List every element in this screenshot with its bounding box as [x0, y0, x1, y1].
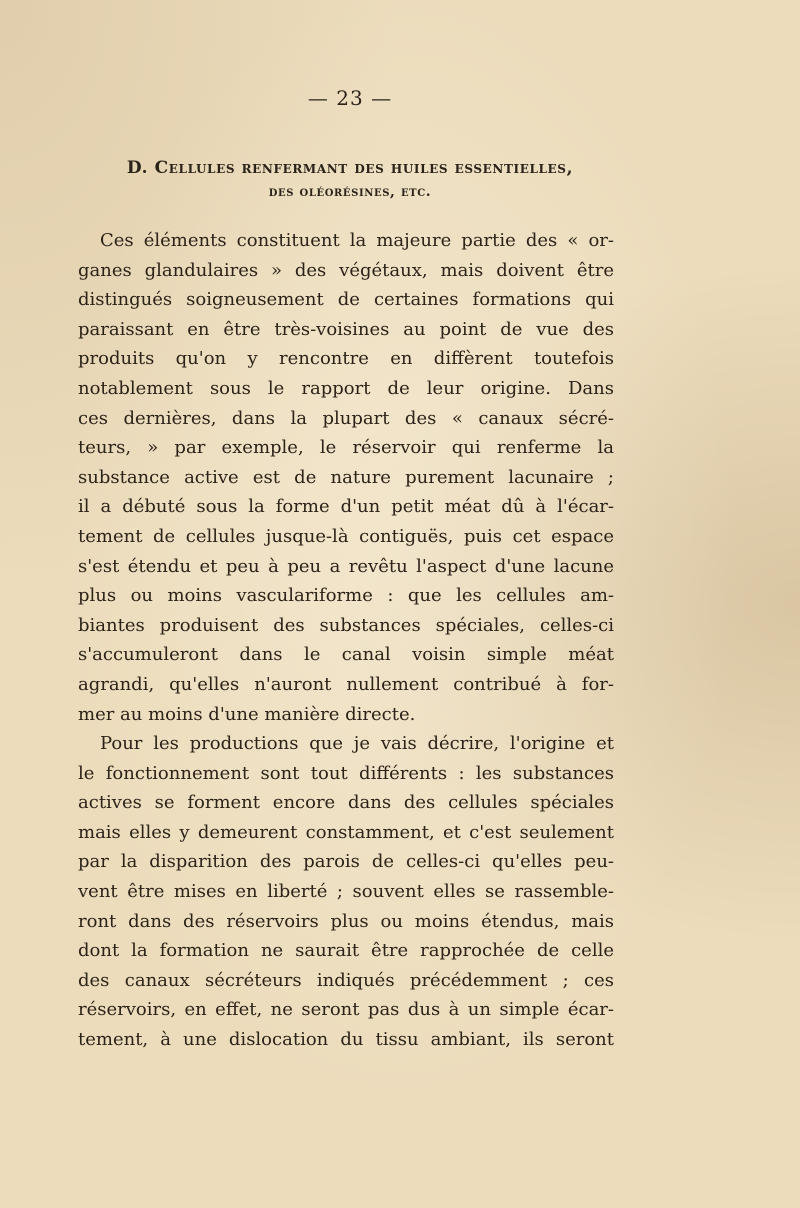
text-line: substance active est de nature purement lacunaire ;	[78, 466, 614, 488]
text-line: teurs, » par exemple, le réservoir qui renferme la	[78, 437, 614, 459]
text-line: dont la formation ne saurait être rapprochée de celle	[78, 940, 614, 962]
text-line: agrandi, qu'elles n'auront nullement contribué à for-	[78, 673, 614, 695]
text-line: paraissant en être très-voisines au point de vue des	[78, 318, 614, 340]
text-line: biantes produisent des substances spéciales, celles-ci	[78, 614, 614, 636]
text-line: tement de cellules jusque-là contiguës, puis cet espace	[78, 525, 614, 547]
text-line: vent être mises en liberté ; souvent elles se rassemble-	[78, 881, 614, 903]
text-line: tement, à une dislocation du tissu ambiant, ils seront	[78, 1029, 614, 1051]
text-line: par la disparition des parois de celles-ci qu'elles peu-	[78, 851, 614, 873]
text-line: plus ou moins vasculariforme : que les cellules am-	[78, 585, 614, 607]
text-line: notablement sous le rapport de leur origine. Dans	[78, 377, 614, 399]
text-line: des canaux sécréteurs indiqués précédemment ; ces	[78, 969, 614, 991]
text-line: ces dernières, dans la plupart des « canaux sécré-	[78, 407, 614, 429]
text-line: réservoirs, en effet, ne seront pas dus à un simple écar-	[78, 999, 614, 1021]
text-line: Pour les productions que je vais décrire, l'origine et	[100, 733, 614, 755]
text-line: mer au moins d'une manière directe.	[78, 703, 416, 725]
text-line: mais elles y demeurent constamment, et c'est seulement	[78, 821, 614, 843]
text-line: produits qu'on y rencontre en diffèrent toutefois	[78, 348, 614, 370]
text-line: il a débuté sous la forme d'un petit méat dû à l'écar-	[78, 496, 614, 518]
page-number: — 23 —	[307, 86, 393, 110]
text-line: s'accumuleront dans le canal voisin simple méat	[78, 644, 614, 666]
text-line: actives se forment encore dans des cellules spéciales	[78, 792, 614, 814]
text-line: ront dans des réservoirs plus ou moins étendus, mais	[78, 910, 614, 932]
text-line: Ces éléments constituent la majeure partie des « or-	[100, 230, 614, 251]
text-line: ganes glandulaires » des végétaux, mais doivent être	[78, 259, 614, 281]
text-line: distingués soigneusement de certaines formations qui	[78, 289, 614, 311]
text-line: le fonctionnement sont tout différents : les substances	[78, 762, 614, 784]
section-heading-line-1: D. Cellules renfermant des huiles essentielles,	[126, 158, 574, 178]
text-line: s'est étendu et peu à peu a revêtu l'aspect d'une lacune	[78, 555, 614, 577]
section-heading-line-2: des oléorésines, etc.	[268, 184, 432, 200]
body-text	[78, 226, 614, 1055]
